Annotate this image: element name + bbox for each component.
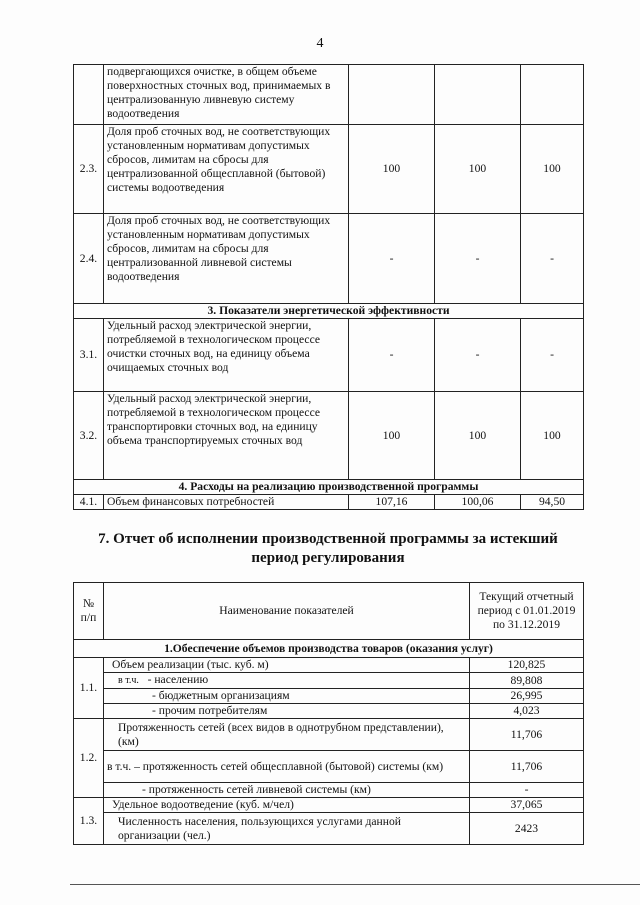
row-value: 120,825 [470, 658, 584, 673]
row-label [104, 673, 470, 689]
header-name: Наименование показателей [104, 583, 470, 640]
row-number [74, 65, 104, 125]
row-value: - [470, 783, 584, 798]
row-label: Объем реализации (тыс. куб. м) [104, 658, 470, 673]
row-value [349, 65, 435, 125]
scan-edge-line [70, 884, 640, 885]
row-label: - прочим потребителям [104, 704, 470, 719]
row-sublabel: - населению [147, 673, 209, 686]
row-value: - [435, 214, 521, 304]
section-header-row [74, 480, 584, 495]
row-value: - [349, 319, 435, 392]
indicators-table [73, 64, 584, 510]
row-description: Доля проб сточных вод, не соответствующих установленным нормативам допустимых сбросов, лимитам на сбросы для централизованной общесплавной (бытовой) системы водоотведения [104, 125, 349, 214]
row-value: 100 [521, 392, 584, 480]
row-description: Доля проб сточных вод, не соответствующих установленным нормативам допустимых сбросов, лимитам на сбросы для централизованной ливневой системы водоотведения [104, 214, 349, 304]
row-value: 100 [435, 125, 521, 214]
row-label: - бюджетным организациям [104, 689, 470, 704]
table-row [74, 673, 584, 689]
header-number: № п/п [74, 583, 104, 640]
report-table [73, 582, 584, 845]
row-value: 11,706 [470, 751, 584, 783]
table-row [74, 214, 584, 304]
table-row [74, 392, 584, 480]
row-number: 1.1. [74, 658, 104, 719]
section-1-title: 1.Обеспечение объемов производства товаров (оказания услуг) [74, 640, 584, 658]
row-number: 3.1. [74, 319, 104, 392]
table-row [74, 495, 584, 510]
row-number: 4.1. [74, 495, 104, 510]
section-3-title: 3. Показатели энергетической эффективности [74, 304, 584, 319]
section-header-row [74, 640, 584, 658]
row-value: - [349, 214, 435, 304]
section-7-title: 7. Отчет об исполнении производственной программы за истекший период регулирования [98, 531, 558, 566]
table-row [74, 704, 584, 719]
table-row [74, 798, 584, 813]
row-value: 100 [435, 392, 521, 480]
row-number: 1.3. [74, 798, 104, 845]
row-label: - протяженность сетей ливневой системы (км) [104, 783, 470, 798]
row-value: - [521, 214, 584, 304]
row-description: Удельный расход электрической энергии, потребляемой в технологическом процессе очистки сточных вод, на единицу объема очищаемых сточных вод [104, 319, 349, 392]
row-value: 4,023 [470, 704, 584, 719]
row-value [521, 65, 584, 125]
row-prefix: в т.ч. [118, 675, 139, 686]
row-value: 37,065 [470, 798, 584, 813]
section-header-row [74, 304, 584, 319]
table-row [74, 783, 584, 798]
row-value: - [521, 319, 584, 392]
table-row [74, 719, 584, 751]
row-description: Удельный расход электрической энергии, потребляемой в технологическом процессе транспортировки сточных вод, на единицу объема транспортируемых сточных вод [104, 392, 349, 480]
row-value: 100 [521, 125, 584, 214]
row-value: 89,808 [470, 673, 584, 689]
row-value: - [435, 319, 521, 392]
row-label: Удельное водоотведение (куб. м/чел) [104, 798, 470, 813]
section-4-title: 4. Расходы на реализацию производственной программы [74, 480, 584, 495]
row-label: Численность населения, пользующихся услугами данной организации (чел.) [104, 813, 470, 845]
row-value: 2423 [470, 813, 584, 845]
row-value: 100 [349, 125, 435, 214]
row-description: подвергающихся очистке, в общем объеме поверхностных сточных вод, принимаемых в централизованную ливневую систему водоотведения [104, 65, 349, 125]
row-value: 94,50 [521, 495, 584, 510]
table-row [74, 689, 584, 704]
row-value: 26,995 [470, 689, 584, 704]
row-value [435, 65, 521, 125]
table-row [74, 813, 584, 845]
row-value: 100 [349, 392, 435, 480]
table-row [74, 319, 584, 392]
row-number: 2.3. [74, 125, 104, 214]
table-row [74, 65, 584, 125]
row-number: 3.2. [74, 392, 104, 480]
page-number: 4 [316, 36, 324, 51]
row-value: 107,16 [349, 495, 435, 510]
table-row [74, 658, 584, 673]
row-description: Объем финансовых потребностей [104, 495, 349, 510]
row-number: 1.2. [74, 719, 104, 798]
row-label: в т.ч. – протяженность сетей общесплавной (бытовой) системы (км) [104, 751, 470, 783]
header-period: Текущий отчетный период с 01.01.2019 по 31.12.2019 [470, 583, 584, 640]
row-label: Протяженность сетей (всех видов в однотрубном представлении), (км) [104, 719, 470, 751]
header-row [74, 583, 584, 640]
row-value: 11,706 [470, 719, 584, 751]
row-number: 2.4. [74, 214, 104, 304]
row-value: 100,06 [435, 495, 521, 510]
table-row [74, 125, 584, 214]
table-row [74, 751, 584, 783]
